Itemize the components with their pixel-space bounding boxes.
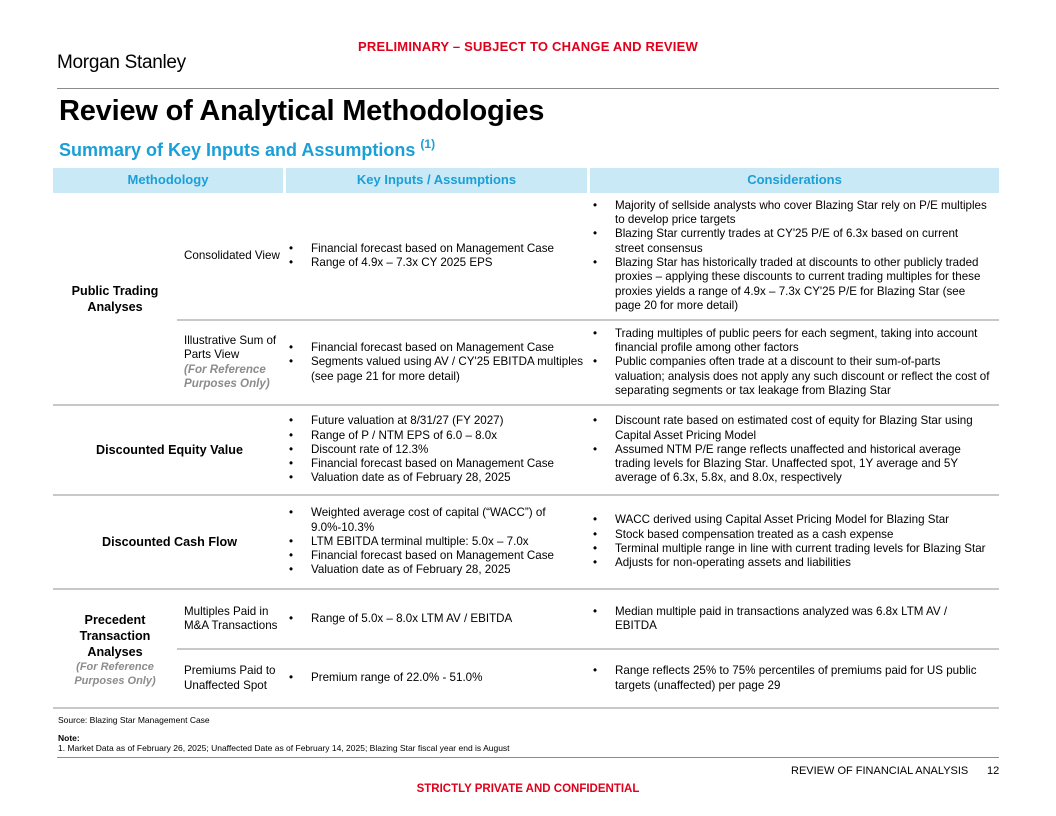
page-title: Review of Analytical Methodologies [59,95,545,127]
sum-of-parts-considerations [590,321,990,404]
source-note: Source: Blazing Star Management Case [58,715,210,725]
dev-inputs [286,406,587,494]
footnote-1: 1. Market Data as of February 26, 2025; Unaffected Date as of February 14, 2025; Blazing Star fiscal year end is August [58,743,510,753]
page-subtitle [59,137,436,161]
table-bottom-rule [53,707,999,709]
dev-label-text: Discounted Equity Value [96,443,243,457]
dcf-considerations [590,496,990,588]
premiums-paid-label [184,650,286,707]
list-item: • Majority of sellside analysts who cover Blazing Star rely on P/E multiples to develop price targets [590,199,990,228]
header-considerations: Considerations [590,168,999,193]
list-item: • Blazing Star has historically traded at discounts to other publicly traded proxies – applying these discounts to current trading multiples for these proxies yields a range of 4.9x – 7.3x CY'25 P/E for Blazing Star (see page 20 for more detail) [590,256,990,313]
public-trading-label-text: Public Trading Analyses [71,283,159,314]
dev-considerations [590,406,990,494]
precedent-label [53,590,177,709]
multiples-paid-label [184,590,286,648]
list-item: • Valuation date as of February 28, 2025 [286,471,554,485]
list-item: • Range of 5.0x – 8.0x LTM AV / EBITDA [286,612,512,626]
subtitle-footnote-marker: (1) [420,137,436,151]
list-item: • Median multiple paid in transactions analyzed was 6.8x LTM AV / EBITDA [590,605,990,634]
multiples-paid-inputs [286,590,587,648]
list-item: • Valuation date as of February 28, 2025 [286,563,587,577]
multiples-paid-label-text: Multiples Paid in M&A Transactions [184,604,278,632]
public-trading-label [53,193,177,404]
precedent-label-text: Precedent Transaction Analyses [79,612,151,659]
list-item: • Discount rate of 12.3% [286,443,554,457]
note-heading: Note: [58,733,80,743]
list-item: • Financial forecast based on Management Case [286,549,587,563]
list-item: • Future valuation at 8/31/27 (FY 2027) [286,414,554,428]
list-item: • Range of P / NTM EPS of 6.0 – 8.0x [286,429,554,443]
list-item: • Trading multiples of public peers for each segment, taking into account financial profile among other factors [590,327,990,356]
preliminary-banner: PRELIMINARY – SUBJECT TO CHANGE AND REVIEW [358,39,698,54]
list-item: • Range reflects 25% to 75% percentiles of premiums paid for US public targets (unaffected) per page 29 [590,664,990,693]
list-item: • Financial forecast based on Management Case [286,457,554,471]
list-item: • Public companies often trade at a discount to their sum-of-parts valuation; analysis does not apply any such discount or reflect the cost of separating segments or tax leakage from Blazing Star [590,355,990,398]
footer-section-label: REVIEW OF FINANCIAL ANALYSIS [791,765,969,777]
header-divider [57,88,999,89]
dcf-inputs [286,496,587,588]
list-item: • Adjusts for non-operating assets and liabilities [590,556,986,570]
methodology-table [53,168,999,709]
consolidated-view-considerations [590,193,990,319]
list-item: • Stock based compensation treated as a cash expense [590,528,986,542]
list-item: • Assumed NTM P/E range reflects unaffected and historical average trading levels for Blazing Star. Unaffected spot, 1Y average and 5Y average of 6.3x, 5.8x, and 8.0x, respectively [590,443,990,486]
consolidated-view-label [184,193,286,319]
list-item: • Range of 4.9x – 7.3x CY 2025 EPS [286,256,554,270]
precedent-reference-note: (For Reference Purposes Only) [74,660,156,687]
header-key-inputs: Key Inputs / Assumptions [286,168,587,193]
multiples-paid-considerations [590,590,990,648]
dcf-label [53,496,286,588]
list-item: • Terminal multiple range in line with current trading levels for Blazing Star [590,542,986,556]
dcf-label-text: Discounted Cash Flow [101,535,238,549]
header-methodology: Methodology [53,168,283,193]
sum-of-parts-inputs [286,321,587,404]
consolidated-view-label-text: Consolidated View [184,248,280,262]
morgan-stanley-logo: Morgan Stanley [57,52,186,73]
consolidated-view-inputs [286,193,587,319]
confidential-banner: STRICTLY PRIVATE AND CONFIDENTIAL [416,783,640,795]
list-item: • WACC derived using Capital Asset Pricing Model for Blazing Star [590,513,986,527]
subtitle-text: Summary of Key Inputs and Assumptions [59,140,416,160]
list-item: • Financial forecast based on Management Case [286,242,554,256]
list-item: • Segments valued using AV / CY'25 EBITDA multiples (see page 21 for more detail) [286,355,587,384]
premiums-paid-label-text: Premiums Paid to Unaffected Spot [184,664,276,692]
premiums-paid-inputs [286,650,587,707]
sum-of-parts-label [184,321,286,404]
sum-of-parts-label-text: Illustrative Sum of Parts View [184,333,277,362]
footer-divider [57,757,999,758]
list-item: • Blazing Star currently trades at CY'25 P/E of 6.3x based on current street consensus [590,227,990,256]
list-item: • LTM EBITDA terminal multiple: 5.0x – 7.0x [286,535,587,549]
list-item: • Financial forecast based on Management Case [286,341,587,355]
premiums-paid-considerations [590,650,990,707]
sum-of-parts-reference-note: (For Reference Purposes Only) [184,362,270,390]
page-number: 12 [987,765,1000,777]
dev-label [53,406,286,494]
list-item: • Discount rate based on estimated cost of equity for Blazing Star using Capital Asset Pricing Model [590,414,990,443]
list-item: • Weighted average cost of capital (“WACC”) of 9.0%-10.3% [286,506,587,535]
list-item: • Premium range of 22.0% - 51.0% [286,671,482,685]
